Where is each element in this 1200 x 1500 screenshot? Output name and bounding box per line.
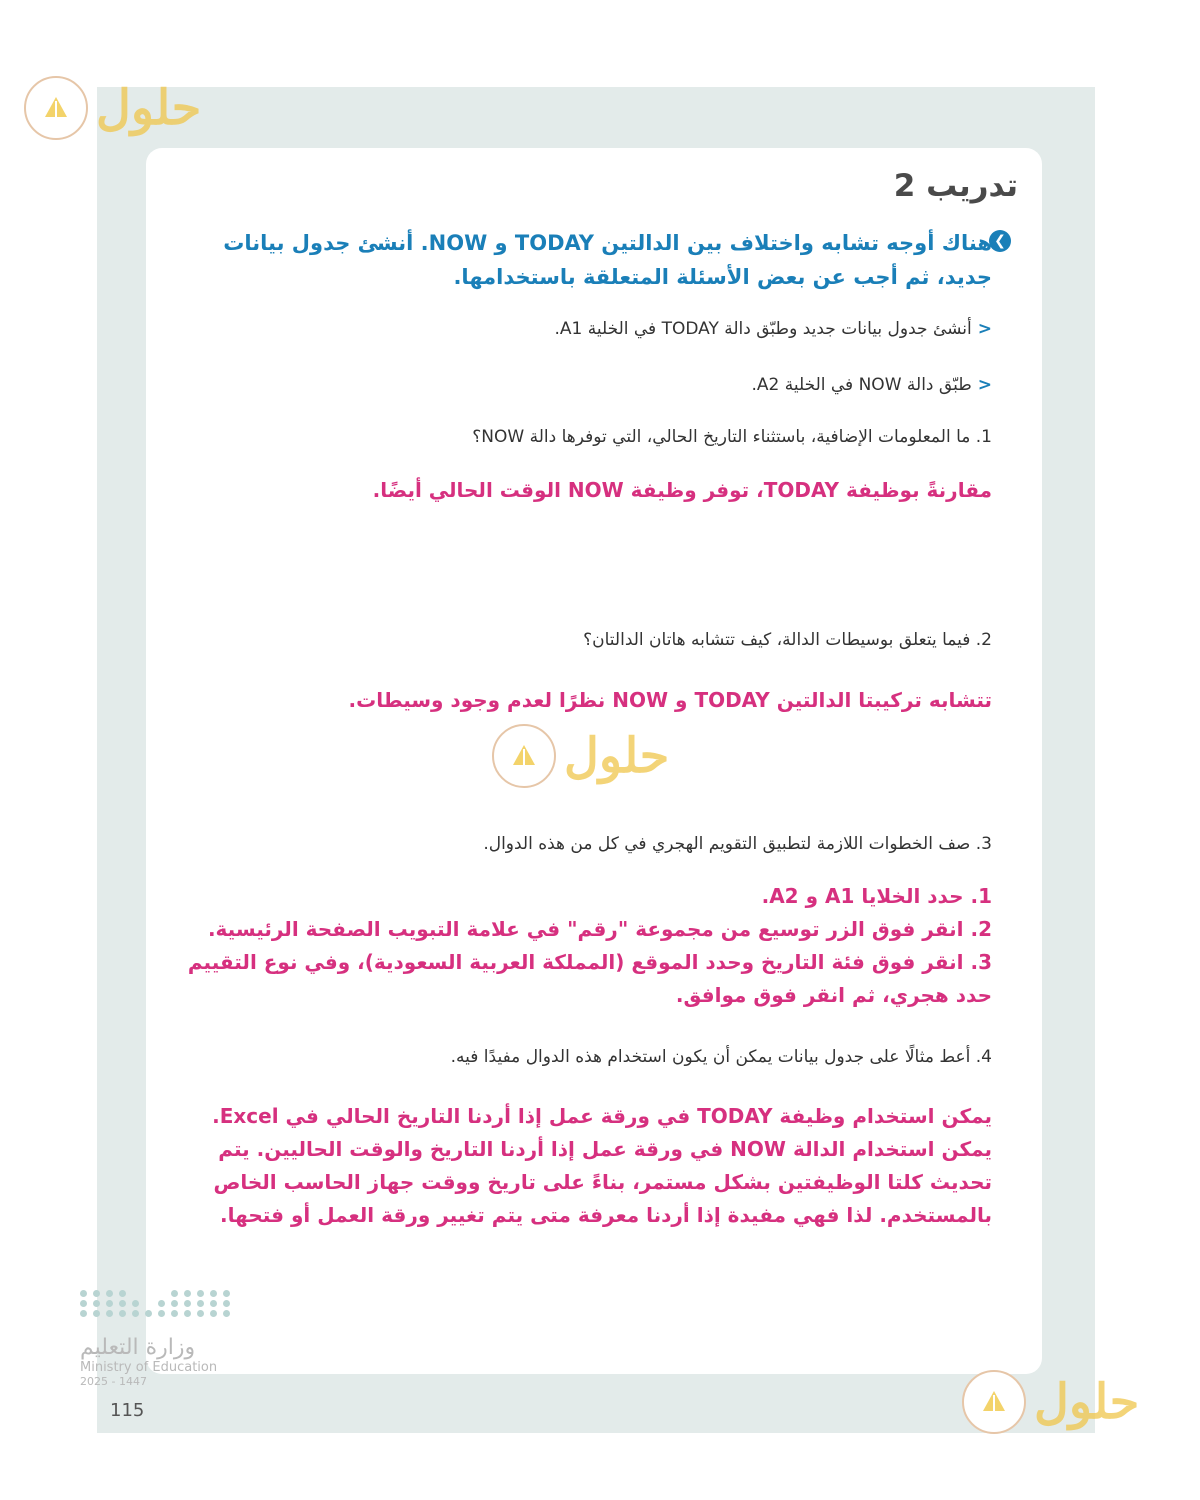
ministry-name-en: Ministry of Education — [80, 1360, 218, 1375]
chevron-icon: < — [977, 319, 992, 339]
book-icon — [492, 724, 556, 788]
watermark-text: حلول — [1034, 1374, 1140, 1430]
question-4: 4. أعط مثالًا على جدول بيانات يمكن أن يكون استخدام هذه الدوال مفيدًا فيه. — [450, 1047, 992, 1067]
answer-3 — [172, 880, 992, 1012]
answer-3-step: 2. انقر فوق الزر توسيع من مجموعة "رقم" في علامة التبويب الصفحة الرئيسية. — [207, 917, 992, 941]
book-icon — [962, 1370, 1026, 1434]
watermark-text: حلول — [564, 728, 670, 784]
ministry-name-ar: وزارة التعليم — [80, 1335, 196, 1360]
answer-3-step: 1. حدد الخلايا A1 و A2. — [761, 884, 992, 908]
page-title: تدريب 2 — [893, 168, 1018, 204]
watermark-logo-bottom — [962, 1370, 1139, 1434]
book-icon — [24, 76, 88, 140]
ministry-logo — [80, 1290, 250, 1388]
training-intro: هناك أوجه تشابه واختلاف بين الدالتين TODAY و NOW. أنشئ جدول بيانات جديد، ثم أجب عن بعض الأسئلة المتعلقة باستخدامها. — [223, 231, 992, 289]
answer-3-step: 3. انقر فوق فئة التاريخ وحدد الموقع (المملكة العربية السعودية)، وفي نوع التقييم حدد هجري، ثم انقر فوق موافق. — [187, 950, 992, 1007]
chevron-left-icon: ❮ — [989, 230, 1011, 252]
chevron-icon: < — [977, 375, 992, 395]
step-item — [554, 316, 992, 342]
answer-2: تتشابه تركيبتا الدالتين TODAY و NOW نظرًا لعدم وجود وسيطات. — [348, 688, 992, 712]
watermark-logo-top — [24, 76, 201, 140]
watermark-logo-middle — [492, 724, 669, 788]
answer-1: مقارنةً بوظيفة TODAY، توفر وظيفة NOW الوقت الحالي أيضًا. — [372, 478, 992, 502]
question-3: 3. صف الخطوات اللازمة لتطبيق التقويم الهجري في كل من هذه الدوال. — [483, 834, 992, 854]
page-number: 115 — [110, 1400, 145, 1421]
answer-4: يمكن استخدام وظيفة TODAY في ورقة عمل إذا أردنا التاريخ الحالي في Excel. يمكن استخدام الدالة NOW في ورقة عمل إذا أردنا التاريخ والوقت الحاليين. يتم تحديث كلتا الوظيفتين بشكل مستمر، بناءً على تاريخ ووقت جهاز الحاسب الخاص بالمستخدم. لذا فهي مفيدة إذا أردنا معرفة متى يتم تغيير ورقة العمل أو فتحها. — [212, 1104, 992, 1227]
watermark-text: حلول — [96, 80, 202, 136]
ministry-dots-icon — [80, 1290, 250, 1317]
question-2: 2. فيما يتعلق بوسيطات الدالة، كيف تتشابه هاتان الدالتان؟ — [583, 630, 992, 650]
step-item — [751, 372, 992, 398]
step-text: طبّق دالة NOW في الخلية A2. — [751, 375, 972, 395]
ministry-year: 2025 - 1447 — [80, 1375, 147, 1388]
question-1: 1. ما المعلومات الإضافية، باستثناء التاريخ الحالي، التي توفرها دالة NOW؟ — [472, 427, 992, 447]
step-text: أنشئ جدول بيانات جديد وطبّق دالة TODAY في الخلية A1. — [554, 319, 972, 339]
